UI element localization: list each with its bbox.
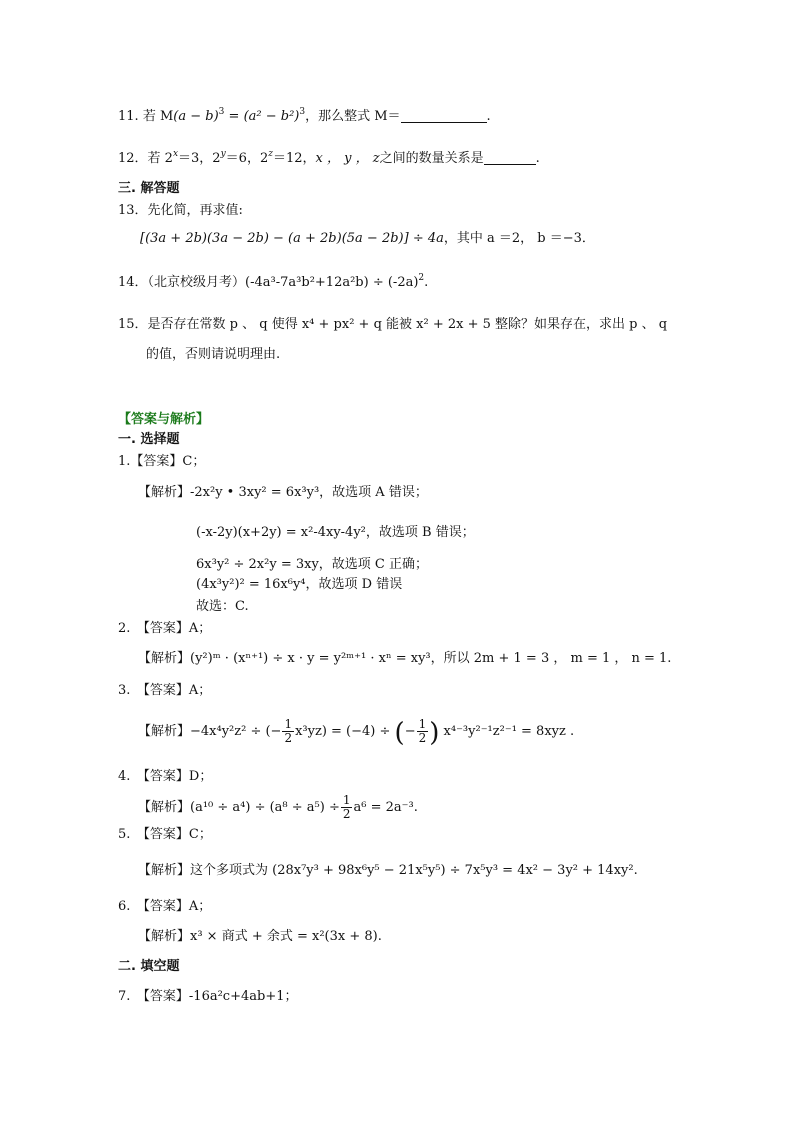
exponent: 2 bbox=[418, 273, 425, 283]
answers-title: 【答案与解析】 bbox=[118, 412, 210, 427]
answer-4-line-1 bbox=[138, 794, 418, 821]
problem-text: ＝12， bbox=[272, 151, 316, 166]
explanation-text: x³yz) = (−4) ÷ bbox=[295, 724, 395, 739]
problem-text: 若 2 bbox=[147, 151, 173, 166]
variables: x ， y ， z bbox=[315, 151, 380, 166]
problem-number: 11. bbox=[118, 109, 139, 124]
math-expression: (a − b) bbox=[173, 109, 219, 124]
problem-15-cont bbox=[146, 346, 280, 364]
answer-6-line-1: 【解析】x³ × 商式 + 余式 = x²(3x + 8). bbox=[138, 929, 382, 944]
answer-4-head: 4. 【答案】D； bbox=[118, 769, 213, 784]
paren: ) bbox=[429, 718, 440, 748]
problem-text: ＝3，2 bbox=[178, 151, 221, 166]
section-heading-1: 一. 选择题 bbox=[118, 432, 180, 447]
problem-14 bbox=[118, 274, 428, 292]
answer-1-line-2: (-x-2y)(x+2y) = x²-4xy-4y²，故选项 B 错误； bbox=[196, 525, 475, 540]
exponent: x bbox=[172, 149, 179, 159]
paren: ( bbox=[394, 718, 405, 748]
exponent: 3 bbox=[218, 107, 225, 117]
answer-3-line-1: 【解析】−4x⁴y²z² ÷ (− $\frac{1}{2}$ x³yz) = (−4) ÷ (− $\frac{1}{2}$ ) x⁴⁻³y²⁻¹z²⁻¹ = 8xyz . bbox=[138, 717, 575, 748]
answer-blank bbox=[401, 108, 487, 123]
problem-number: 13． bbox=[118, 203, 148, 218]
problem-text: 的值，否则请说明理由. bbox=[146, 347, 281, 362]
numerator: 1 bbox=[342, 793, 351, 807]
explanation-text: x⁴⁻³y²⁻¹z²⁻¹ = 8xyz . bbox=[439, 724, 575, 739]
fraction bbox=[282, 718, 294, 745]
problem-text: （北京校级月考）(-4a³-7a³b²+12a²b) ÷ (-2a) bbox=[147, 275, 419, 290]
explanation-text: 【解析】(a¹⁰ ÷ a⁴) ÷ (a⁸ ÷ a⁵) ÷ bbox=[138, 800, 340, 815]
fraction bbox=[417, 718, 429, 745]
numerator: 1 bbox=[284, 717, 293, 731]
answer-3-head: 3. 【答案】A； bbox=[118, 683, 212, 698]
problem-text: 先化简，再求值: bbox=[147, 203, 243, 218]
problem-text: 是否存在常数 p 、 q 使得 x⁴ + px² + q 能被 x² + 2x + 5 整除？如果存在，求出 p 、 q bbox=[147, 317, 668, 332]
problem-text: ，其中 a ＝2， b ＝−3． bbox=[443, 231, 595, 246]
explanation-text: a⁶ = 2a⁻³. bbox=[353, 800, 418, 815]
problem-number: 14． bbox=[118, 275, 148, 290]
equals-sign: = bbox=[224, 109, 244, 124]
answer-2-line-1: 【解析】(y²)ᵐ · (xⁿ⁺¹) ÷ x · y = y²ᵐ⁺¹ · xⁿ = xy³，所以 2m + 1 = 3 ， m = 1 ， n = 1. bbox=[138, 651, 672, 666]
explanation-text: 【解析】−4x⁴y²z² ÷ (− bbox=[138, 724, 282, 739]
answer-1-line-5: 故选：C. bbox=[196, 599, 249, 614]
exponent: z bbox=[268, 149, 273, 159]
problem-13-label bbox=[118, 202, 243, 220]
section-heading-2: 二. 填空题 bbox=[118, 959, 180, 974]
problem-text: 若 M bbox=[142, 109, 174, 124]
section-heading-3: 三. 解答题 bbox=[118, 181, 180, 196]
problem-11 bbox=[118, 108, 491, 126]
problem-15 bbox=[118, 316, 667, 334]
period: . bbox=[486, 109, 491, 124]
denominator: 2 bbox=[284, 731, 293, 745]
answer-2-head: 2. 【答案】A； bbox=[118, 621, 212, 636]
period: . bbox=[535, 151, 540, 166]
answer-5-line-1: 【解析】这个多项式为 (28x⁷y³ + 98x⁶y⁵ − 21x⁵y⁵) ÷ 7x⁵y³ = 4x² − 3y² + 14xy². bbox=[138, 863, 638, 878]
problem-13-expression bbox=[140, 230, 595, 248]
answer-1-line-1: 【解析】-2x²y • 3xy² = 6x³y³，故选项 A 错误； bbox=[138, 485, 428, 500]
problem-text: 之间的数量关系是 bbox=[379, 151, 484, 166]
denominator: 2 bbox=[418, 731, 427, 745]
problem-12 bbox=[118, 150, 540, 168]
answer-7-head: 7. 【答案】-16a²c+4ab+1； bbox=[118, 989, 298, 1004]
answer-1-head: 1.【答案】C； bbox=[118, 454, 206, 469]
problem-text: ＝6，2 bbox=[225, 151, 269, 166]
denominator: 2 bbox=[342, 807, 351, 821]
problem-text: ，那么整式 M＝ bbox=[305, 109, 401, 124]
problem-number: 12． bbox=[118, 151, 148, 166]
answer-6-head: 6. 【答案】A； bbox=[118, 899, 212, 914]
answer-1-line-3: 6x³y² ÷ 2x²y = 3xy，故选项 C 正确； bbox=[196, 557, 429, 572]
answer-blank bbox=[484, 150, 536, 165]
answer-1-line-4: (4x³y²)² = 16x⁶y⁴，故选项 D 错误 bbox=[196, 577, 403, 592]
exponent: y bbox=[220, 149, 226, 159]
math-expression: [(3a + 2b)(3a − 2b) − (a + 2b)(5a − 2b)] ÷ 4a bbox=[140, 231, 444, 246]
exponent: 3 bbox=[299, 107, 306, 117]
answer-5-head: 5. 【答案】C； bbox=[118, 827, 212, 842]
numerator: 1 bbox=[418, 717, 427, 731]
math-expression: (a² − b²) bbox=[243, 109, 300, 124]
period: . bbox=[424, 275, 429, 290]
fraction bbox=[341, 794, 353, 821]
problem-number: 15． bbox=[118, 317, 148, 332]
